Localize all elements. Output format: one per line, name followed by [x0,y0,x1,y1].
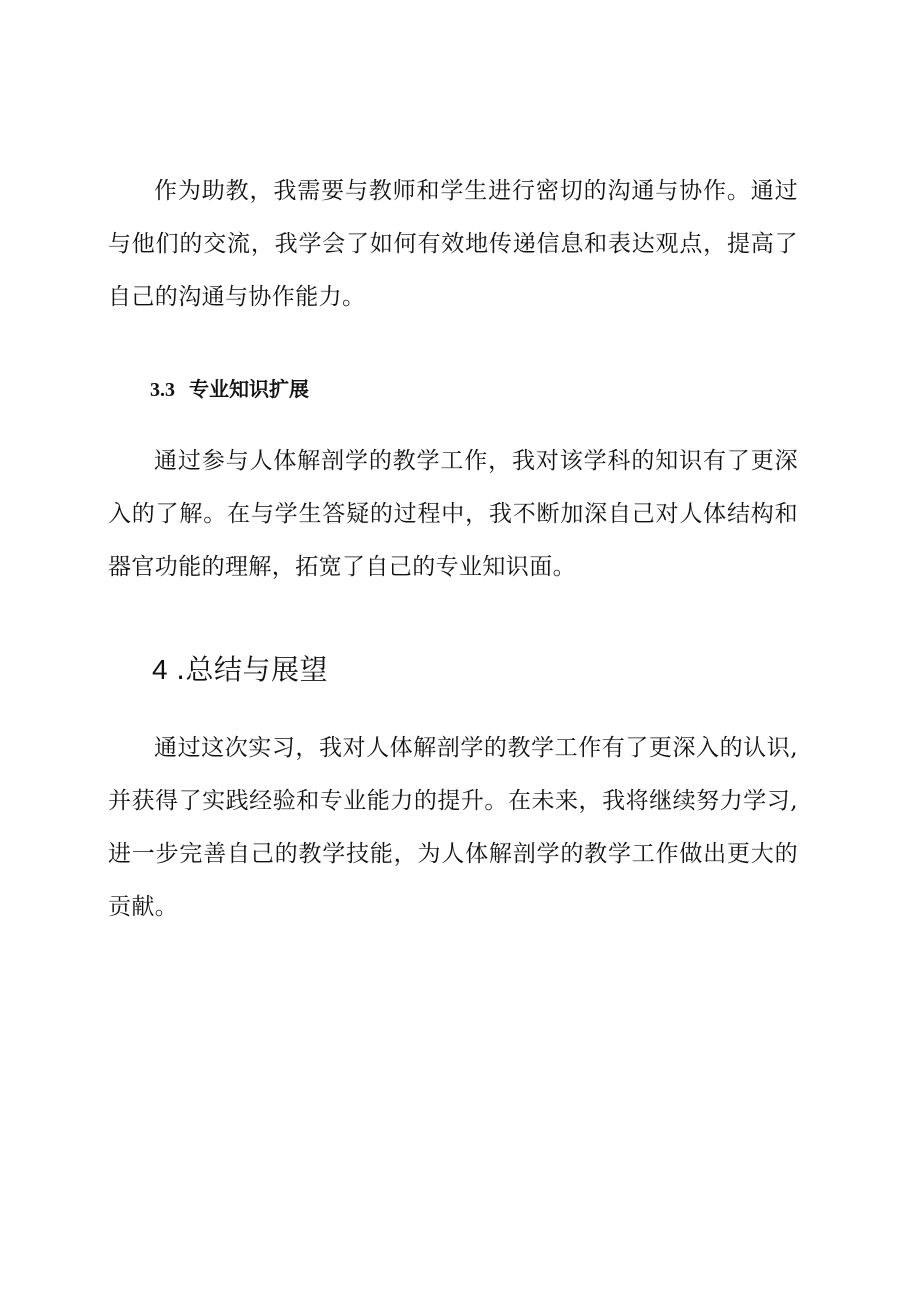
section-heading-3-3 [150,375,309,404]
paragraph-knowledge: 通过参与人体解剖学的教学工作，我对该学科的知识有了更深入的了解。在与学生答疑的过程中，我不断加深自己对人体结构和器官功能的理解，拓宽了自己的专业知识面。 [108,448,798,580]
section-number: 3.3 [150,379,175,401]
paragraph-summary: 通过这次实习，我对人体解剖学的教学工作有了更深入的认识,并获得了实践经验和专业能力的提升。在未来，我将继续努力学习,进一步完善自己的教学技能，为人体解剖学的教学工作做出更大的贡献。 [108,735,798,920]
paragraph-communication: 作为助教，我需要与教师和学生进行密切的沟通与协作。通过与他们的交流，我学会了如何有效地传递信息和表达观点，提高了自己的沟通与协作能力。 [108,178,798,310]
section-title: .总结与展望 [176,653,328,686]
section-title: 专业知识扩展 [189,377,309,401]
section-number: 4 [152,654,169,685]
section-heading-4 [152,650,328,690]
